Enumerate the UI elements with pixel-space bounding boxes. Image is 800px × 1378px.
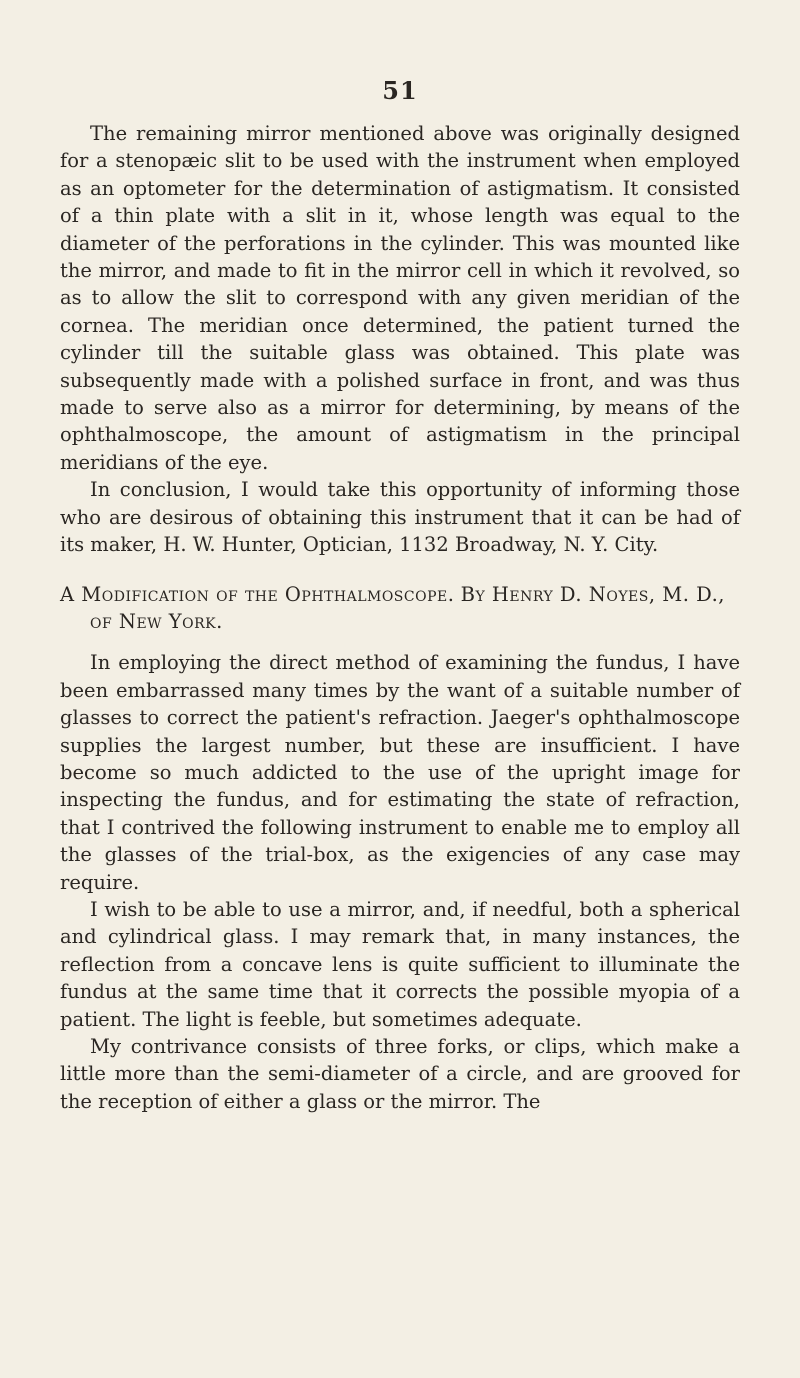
article-heading	[60, 581, 740, 636]
paragraph-mirror-description: The remaining mirror mentioned above was originally designed for a stenopæic slit to be used with the instrument when employed as an optometer for the determination of astigmatism. It consisted of a thin plate with a slit in it, whose length was equal to the diameter of the perforations in the cylinder. This was mounted like the mirror, and made to fit in the mirror cell in which it revolved, so as to allow the slit to correspond with any given meridian of the cornea. The meridian once determined, the patient turned the cylinder till the suitable glass was obtained. This plate was subsequently made with a polished surface in front, and was thus made to serve also as a mirror for determining, by means of the ophthalmoscope, the amount of astigmatism in the principal meridians of the eye.	[60, 122, 740, 474]
paragraph-mirror-wish: I wish to be able to use a mirror, and, if needful, both a spherical and cylindrical glass. I may remark that, in many instances, the reflection from a concave lens is quite sufficient to illuminate the fundus at the same time that it corrects the possible myopia of a patient. The light is feeble, but sometimes adequate.	[60, 897, 740, 1031]
spacer	[60, 635, 740, 649]
paragraph-contrivance: My contrivance consists of three forks, or clips, which make a little more than the semi-diameter of a circle, and are grooved for the reception of either a glass or the mirror. The	[60, 1035, 740, 1113]
page-number: 51	[382, 76, 418, 105]
body-text	[60, 120, 740, 1115]
paragraph-conclusion: In conclusion, I would take this opportunity of informing those who are desirous of obtaining this instrument that it can be had of its maker, H. W. Hunter, Optician, 1132 Broadway, N. Y. City.	[60, 478, 740, 557]
article-author: By Henry D. Noyes, M. D., of New York.	[90, 582, 725, 633]
paragraph-direct-method: In employing the direct method of examining the fundus, I have been embarrassed many times by the want of a suitable number of glasses to correct the patient's refraction. Jaeger's ophthalmoscope supplies the largest number, but these are insufficient. I have become so much addicted to the use of the upright image for inspecting the fundus, and for estimating the state of refraction, that I contrived the following instrument to enable me to employ all the glasses of the trial-box, as the exigencies of any case may require.	[60, 651, 740, 894]
article-title: A Modification of the Ophthalmoscope.	[60, 582, 455, 606]
